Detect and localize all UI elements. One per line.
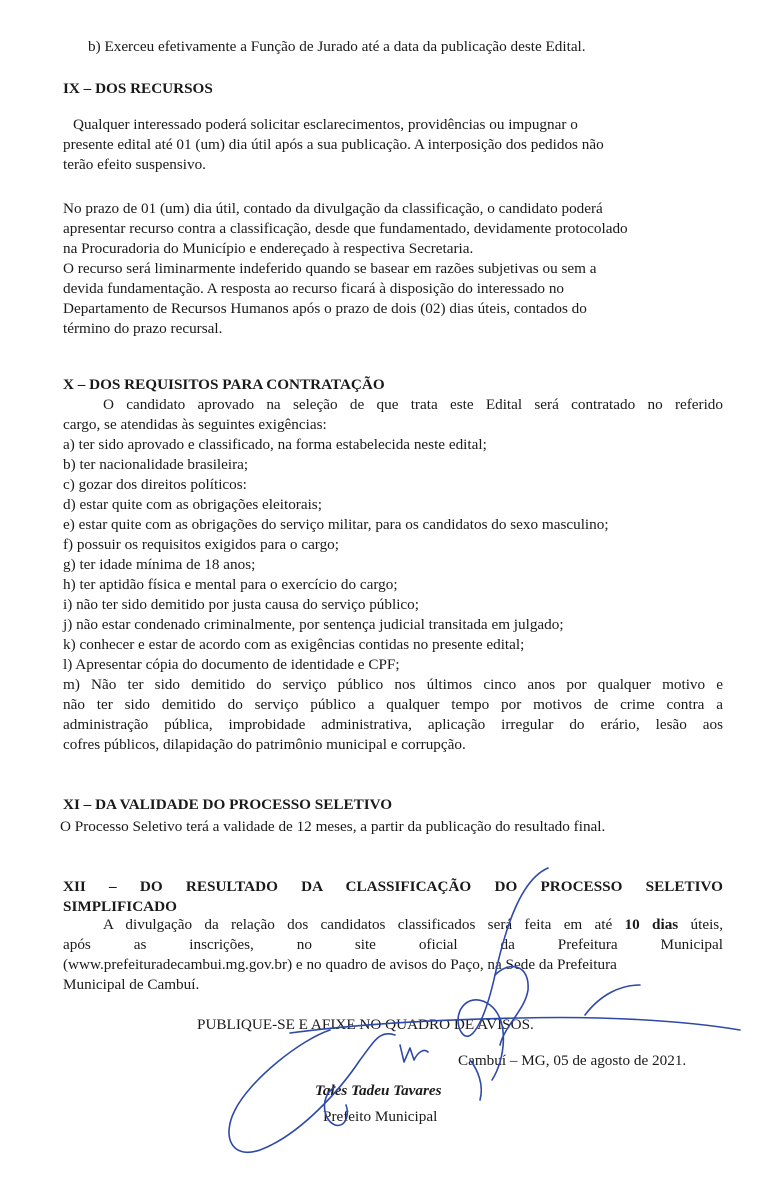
section-xi-text: O Processo Seletivo terá a validade de 12 meses, a partir da publicação do resultado final. — [60, 818, 606, 835]
section-ix-p2-line-2: apresentar recurso contra a classificação, desde que fundamentado, devidamente protocolado — [63, 220, 628, 237]
requirement-item-h: h) ter aptidão física e mental para o exercício do cargo; — [63, 576, 398, 593]
publique-statement: PUBLIQUE-SE E AFIXE NO QUADRO DE AVISOS. — [197, 1016, 534, 1033]
section-xii-line-1: A divulgação da relação dos candidatos classificados será feita em até 10 dias úteis, — [103, 916, 724, 933]
requirement-item-j: j) não estar condenado criminalmente, por sentença judicial transitada em julgado; — [63, 616, 564, 633]
requirement-item-d: d) estar quite com as obrigações eleitorais; — [63, 496, 322, 513]
date-line: Cambuí – MG, 05 de agosto de 2021. — [458, 1052, 687, 1069]
section-xii-line-3: (www.prefeituradecambui.mg.gov.br) e no quadro de avisos do Paço, na Sede da Prefeitura — [63, 956, 617, 973]
requirement-item-l: l) Apresentar cópia do documento de identidade e CPF; — [63, 656, 400, 673]
section-ix-title: IX – DOS RECURSOS — [63, 80, 213, 97]
item-b-jurado: b) Exerceu efetivamente a Função de Jurado até a data da publicação deste Edital. — [88, 38, 586, 55]
requirement-item-b: b) ter nacionalidade brasileira; — [63, 456, 249, 473]
section-ix-p2-line-1: No prazo de 01 (um) dia útil, contado da divulgação da classificação, o candidato poderá — [63, 200, 603, 217]
section-xi-title: XI – DA VALIDADE DO PROCESSO SELETIVO — [63, 796, 393, 813]
section-ix-p2-line-7: término do prazo recursal. — [63, 320, 223, 337]
requirement-item-i: i) não ter sido demitido por justa causa do serviço público; — [63, 596, 419, 613]
requirement-item-m-line-4: cofres públicos, dilapidação do patrimônio municipal e corrupção. — [63, 736, 466, 753]
section-ix-p2-line-5: devida fundamentação. A resposta ao recurso ficará à disposição do interessado no — [63, 280, 565, 297]
signatory-name: Tales Tadeu Tavares — [315, 1082, 442, 1099]
section-ix-p1-line-2: presente edital até 01 (um) dia útil após a sua publicação. A interposição dos pedidos não — [63, 136, 604, 153]
section-x-intro-line-1: O candidato aprovado na seleção de que trata este Edital será contratado no referido — [103, 396, 723, 413]
requirement-item-c: c) gozar dos direitos políticos: — [63, 476, 247, 493]
section-ix-p2-line-3: na Procuradoria do Município e endereçado à respectiva Secretaria. — [63, 240, 474, 257]
section-xii-line-4: Municipal de Cambuí. — [63, 976, 200, 993]
section-ix-p1-line-3: terão efeito suspensivo. — [63, 156, 206, 173]
signatory-title: Prefeito Municipal — [323, 1108, 438, 1125]
requirement-item-e: e) estar quite com as obrigações do serviço militar, para os candidatos do sexo masculino; — [63, 516, 609, 533]
section-ix-p1-line-1: Qualquer interessado poderá solicitar esclarecimentos, providências ou impugnar o — [73, 116, 578, 133]
requirement-item-m-line-1: m) Não ter sido demitido do serviço público nos últimos cinco anos por qualquer motivo e — [63, 676, 723, 693]
section-x-intro-line-2: cargo, se atendidas às seguintes exigências: — [63, 416, 327, 433]
requirement-item-m-line-3: administração pública, improbidade administrativa, aplicação irregular do erário, lesão aos — [63, 716, 723, 733]
section-ix-p2-line-6: Departamento de Recursos Humanos após o prazo de dois (02) dias úteis, contados do — [63, 300, 587, 317]
section-xii-line-2: após as inscrições, no site oficial da Prefeitura Municipal — [63, 936, 723, 953]
requirement-item-g: g) ter idade mínima de 18 anos; — [63, 556, 256, 573]
requirement-item-a: a) ter sido aprovado e classificado, na forma estabelecida neste edital; — [63, 436, 487, 453]
section-xii-title-line-2: SIMPLIFICADO — [63, 898, 177, 915]
requirement-item-m-line-2: não ter sido demitido do serviço público a qualquer tempo por motivos de crime contra a — [63, 696, 723, 713]
requirement-item-f: f) possuir os requisitos exigidos para o cargo; — [63, 536, 339, 553]
requirement-item-k: k) conhecer e estar de acordo com as exigências contidas no presente edital; — [63, 636, 525, 653]
section-x-title: X – DOS REQUISITOS PARA CONTRATAÇÃO — [63, 376, 385, 393]
section-ix-p2-line-4: O recurso será liminarmente indeferido quando se basear em razões subjetivas ou sem a — [63, 260, 597, 277]
section-xii-title-line-1: XII – DO RESULTADO DA CLASSIFICAÇÃO DO PROCESSO SELETIVO — [63, 878, 723, 895]
